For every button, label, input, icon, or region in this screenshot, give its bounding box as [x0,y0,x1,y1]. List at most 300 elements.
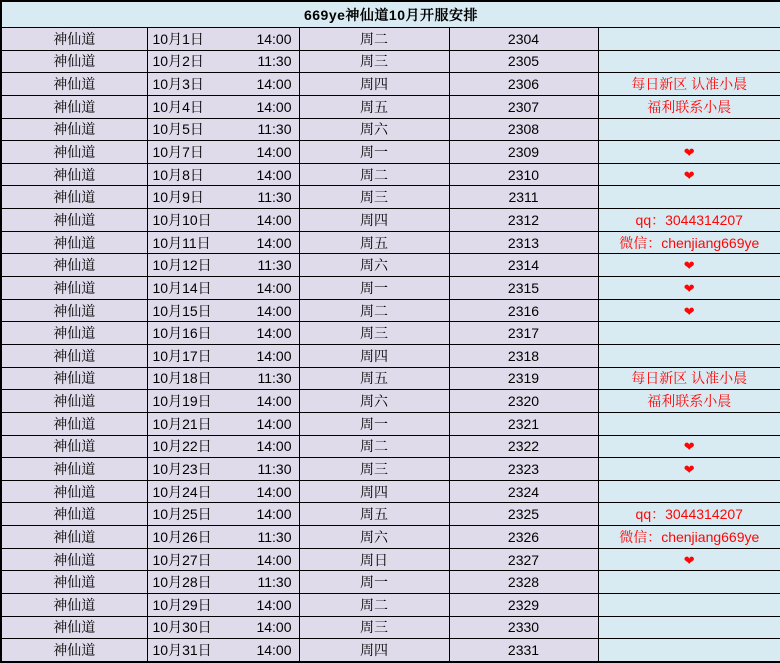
note-cell [598,73,780,96]
time-text: 11:30 [257,53,292,70]
weekday-cell [299,480,449,503]
date-text: 10月23日 [152,460,212,477]
date-time-wrap [148,459,299,479]
date-text: 10月25日 [152,506,212,523]
date-time-cell [147,344,299,367]
schedule-row [1,526,780,549]
note-cell [598,50,780,73]
weekday-cell [299,50,449,73]
time-text: 14:00 [256,506,292,523]
date-time-wrap [148,29,299,49]
game-name: 神仙道 [53,166,96,183]
time-text: 14:00 [256,415,292,432]
date-time-wrap [148,414,299,434]
date-time-cell [147,209,299,232]
time-text: 14:00 [256,596,292,613]
date-time-cell [147,526,299,549]
date-time-cell [147,458,299,481]
server-number-cell [449,277,598,300]
note-cell [598,163,780,186]
weekday-cell [299,209,449,232]
schedule-row [1,548,780,571]
schedule-row [1,95,780,118]
date-text: 10月28日 [152,574,212,591]
date-text: 10月22日 [152,438,212,455]
date-time-wrap [148,74,299,94]
server-number: 2327 [507,551,540,568]
weekday-cell [299,254,449,277]
note-cell [598,277,780,300]
game-name-cell [1,458,147,481]
server-number: 2306 [507,76,540,93]
heart-icon: ❤ [683,145,695,161]
date-text: 10月21日 [152,415,212,432]
weekday-cell [299,231,449,254]
heart-icon: ❤ [683,461,695,477]
date-text: 10月15日 [152,302,212,319]
server-number: 2321 [507,415,540,432]
game-name: 神仙道 [53,30,96,47]
date-text: 10月16日 [152,325,212,342]
date-time-cell [147,163,299,186]
time-text: 14:00 [256,325,292,342]
date-time-wrap [148,617,299,637]
date-time-wrap [148,436,299,456]
server-number-cell [449,526,598,549]
note-cell [598,548,780,571]
weekday-cell [299,186,449,209]
note-cell [598,639,780,662]
schedule-row [1,50,780,73]
date-text: 10月26日 [152,528,212,545]
date-time-wrap [148,346,299,366]
note-cell [598,412,780,435]
date-time-wrap [148,572,299,592]
weekday-text: 周三 [360,460,388,477]
date-time-wrap [148,640,299,660]
game-name: 神仙道 [53,257,96,274]
weekday-text: 周四 [360,347,388,364]
game-name-cell [1,209,147,232]
server-number: 2329 [507,596,540,613]
game-name: 神仙道 [53,144,96,161]
time-text: 14:00 [256,144,292,161]
date-text: 10月24日 [152,483,212,500]
date-time-wrap [148,165,299,185]
server-number: 2322 [507,438,540,455]
date-time-cell [147,73,299,96]
server-number: 2328 [507,574,540,591]
date-text: 10月11日 [152,234,211,251]
note-text: 微信：chenjiang669ye [619,528,760,545]
game-name: 神仙道 [53,53,96,70]
game-name-cell [1,503,147,526]
schedule-row [1,141,780,164]
server-number-cell [449,367,598,390]
note-cell [598,571,780,594]
time-text: 11:30 [257,574,292,591]
schedule-row [1,231,780,254]
time-text: 14:00 [256,302,292,319]
weekday-text: 周四 [360,211,388,228]
game-name-cell [1,277,147,300]
server-number-cell [449,616,598,639]
time-text: 11:30 [257,121,292,138]
note-text: 福利联系小晨 [647,393,732,410]
game-name: 神仙道 [53,302,96,319]
note-cell [598,594,780,617]
game-name-cell [1,412,147,435]
game-name: 神仙道 [53,551,96,568]
game-name: 神仙道 [53,76,96,93]
page-title: 669ye神仙道10月开服安排 [1,1,780,28]
note-cell [598,526,780,549]
weekday-text: 周四 [360,76,388,93]
note-text: qq：3044314207 [635,211,743,228]
game-name: 神仙道 [53,528,96,545]
weekday-text: 周五 [360,234,388,251]
server-number: 2310 [507,166,540,183]
date-text: 10月2日 [152,53,204,70]
time-text: 14:00 [256,619,292,636]
note-cell [598,141,780,164]
date-time-cell [147,231,299,254]
server-number: 2330 [507,619,540,636]
weekday-text: 周二 [360,302,388,319]
weekday-cell [299,594,449,617]
date-text: 10月8日 [152,166,204,183]
weekday-text: 周二 [360,438,388,455]
game-name: 神仙道 [53,483,96,500]
server-number-cell [449,186,598,209]
game-name-cell [1,571,147,594]
game-name: 神仙道 [53,121,96,138]
weekday-text: 周五 [360,98,388,115]
date-time-cell [147,412,299,435]
note-cell [598,480,780,503]
note-cell [598,435,780,458]
server-number-cell [449,95,598,118]
date-time-cell [147,548,299,571]
weekday-text: 周三 [360,189,388,206]
game-name-cell [1,95,147,118]
note-text: 每日新区 认准小晨 [631,76,748,93]
game-name: 神仙道 [53,596,96,613]
date-text: 10月17日 [152,347,212,364]
weekday-cell [299,95,449,118]
time-text: 11:30 [257,460,292,477]
game-name-cell [1,322,147,345]
game-name: 神仙道 [53,642,96,659]
server-number-cell [449,480,598,503]
game-name: 神仙道 [53,393,96,410]
date-time-wrap [148,210,299,230]
game-name: 神仙道 [53,211,96,228]
date-time-cell [147,277,299,300]
date-text: 10月18日 [152,370,212,387]
heart-icon: ❤ [683,439,695,455]
schedule-row [1,639,780,662]
date-time-cell [147,367,299,390]
weekday-text: 周六 [360,393,388,410]
server-number-cell [449,209,598,232]
server-number-cell [449,163,598,186]
schedule-row [1,480,780,503]
server-number: 2325 [507,506,540,523]
note-cell [598,390,780,413]
weekday-cell [299,639,449,662]
date-time-cell [147,95,299,118]
weekday-cell [299,163,449,186]
time-text: 14:00 [256,30,292,47]
weekday-cell [299,526,449,549]
game-name-cell [1,480,147,503]
game-name: 神仙道 [53,438,96,455]
time-text: 14:00 [256,438,292,455]
weekday-text: 周一 [360,144,388,161]
time-text: 11:30 [257,528,292,545]
date-time-wrap [148,550,299,570]
date-time-wrap [148,504,299,524]
note-cell [598,322,780,345]
date-time-wrap [148,233,299,253]
game-name-cell [1,50,147,73]
note-cell [598,299,780,322]
note-cell [598,254,780,277]
time-text: 14:00 [256,211,292,228]
date-time-wrap [148,301,299,321]
server-number-cell [449,141,598,164]
game-name-cell [1,344,147,367]
game-name-cell [1,186,147,209]
weekday-cell [299,299,449,322]
schedule-row [1,186,780,209]
note-cell [598,186,780,209]
server-number: 2318 [507,347,540,364]
time-text: 14:00 [256,76,292,93]
server-number-cell [449,50,598,73]
schedule-body [1,1,780,662]
time-text: 14:00 [256,483,292,500]
note-text: 福利联系小晨 [647,98,732,115]
server-number: 2326 [507,528,540,545]
date-time-wrap [148,97,299,117]
server-number-cell [449,639,598,662]
server-number: 2307 [507,98,540,115]
weekday-cell [299,435,449,458]
date-time-cell [147,503,299,526]
server-number: 2309 [507,144,540,161]
weekday-cell [299,344,449,367]
game-name-cell [1,299,147,322]
note-cell [598,616,780,639]
date-time-cell [147,639,299,662]
note-cell [598,503,780,526]
weekday-cell [299,28,449,51]
game-name-cell [1,73,147,96]
server-number-cell [449,571,598,594]
server-number: 2323 [507,460,540,477]
game-name-cell [1,231,147,254]
date-text: 10月5日 [152,121,204,138]
game-name: 神仙道 [53,189,96,206]
time-text: 14:00 [256,551,292,568]
weekday-text: 周六 [360,528,388,545]
date-time-cell [147,390,299,413]
schedule-row [1,616,780,639]
date-text: 10月3日 [152,76,204,93]
server-number: 2308 [507,121,540,138]
server-number-cell [449,118,598,141]
date-text: 10月9日 [152,189,204,206]
date-text: 10月14日 [152,279,212,296]
game-name-cell [1,548,147,571]
game-name-cell [1,163,147,186]
schedule-row [1,277,780,300]
game-name-cell [1,616,147,639]
server-number-cell [449,594,598,617]
game-name: 神仙道 [53,234,96,251]
time-text: 11:30 [257,370,292,387]
game-name-cell [1,367,147,390]
date-time-wrap [148,391,299,411]
schedule-row [1,367,780,390]
weekday-cell [299,503,449,526]
date-time-cell [147,118,299,141]
schedule-row [1,299,780,322]
server-number: 2324 [507,483,540,500]
weekday-text: 周三 [360,53,388,70]
schedule-row [1,594,780,617]
time-text: 14:00 [256,642,292,659]
server-number: 2313 [507,234,540,251]
weekday-text: 周日 [360,551,388,568]
weekday-text: 周五 [360,370,388,387]
weekday-text: 周五 [360,506,388,523]
game-name-cell [1,526,147,549]
date-time-cell [147,28,299,51]
heart-icon: ❤ [683,280,695,296]
date-time-cell [147,186,299,209]
date-time-cell [147,571,299,594]
weekday-text: 周二 [360,30,388,47]
date-text: 10月1日 [152,30,204,47]
time-text: 14:00 [256,234,292,251]
game-name: 神仙道 [53,506,96,523]
weekday-text: 周二 [360,166,388,183]
date-time-cell [147,616,299,639]
server-number: 2304 [507,30,540,47]
game-name: 神仙道 [53,347,96,364]
note-cell [598,95,780,118]
date-text: 10月19日 [152,393,212,410]
server-number: 2314 [507,257,540,274]
note-text: qq：3044314207 [635,506,743,523]
date-time-cell [147,141,299,164]
date-time-cell [147,322,299,345]
game-name: 神仙道 [53,370,96,387]
date-text: 10月30日 [152,619,212,636]
note-cell [598,209,780,232]
server-number-cell [449,344,598,367]
game-name: 神仙道 [53,619,96,636]
weekday-cell [299,118,449,141]
heart-icon: ❤ [683,167,695,183]
weekday-text: 周一 [360,279,388,296]
game-name: 神仙道 [53,415,96,432]
server-number-cell [449,299,598,322]
time-text: 14:00 [256,347,292,364]
game-name: 神仙道 [53,279,96,296]
game-name-cell [1,594,147,617]
date-time-wrap [148,119,299,139]
weekday-cell [299,277,449,300]
time-text: 14:00 [256,98,292,115]
weekday-text: 周六 [360,121,388,138]
server-number-cell [449,412,598,435]
weekday-cell [299,412,449,435]
note-cell [598,118,780,141]
weekday-cell [299,458,449,481]
game-name: 神仙道 [53,574,96,591]
heart-icon: ❤ [683,552,695,568]
time-text: 14:00 [256,393,292,410]
title-row [1,1,780,28]
time-text: 14:00 [256,166,292,183]
schedule-row [1,435,780,458]
weekday-text: 周三 [360,619,388,636]
weekday-cell [299,141,449,164]
weekday-cell [299,367,449,390]
server-number: 2317 [507,325,540,342]
date-text: 10月12日 [152,257,212,274]
date-text: 10月10日 [152,211,212,228]
server-number-cell [449,231,598,254]
weekday-text: 周六 [360,257,388,274]
time-text: 11:30 [257,189,292,206]
date-time-cell [147,480,299,503]
schedule-row [1,163,780,186]
date-text: 10月31日 [152,642,212,659]
game-name-cell [1,390,147,413]
date-time-wrap [148,323,299,343]
server-number-cell [449,503,598,526]
server-number: 2315 [507,279,540,296]
weekday-cell [299,390,449,413]
server-number-cell [449,28,598,51]
date-time-cell [147,435,299,458]
game-name-cell [1,118,147,141]
date-time-wrap [148,595,299,615]
note-text: 微信：chenjiang669ye [619,234,760,251]
game-name-cell [1,141,147,164]
time-text: 11:30 [257,257,292,274]
game-name-cell [1,639,147,662]
date-time-wrap [148,482,299,502]
game-name: 神仙道 [53,325,96,342]
schedule-row [1,209,780,232]
note-cell [598,28,780,51]
game-name-cell [1,28,147,51]
weekday-text: 周一 [360,415,388,432]
weekday-cell [299,616,449,639]
schedule-row [1,118,780,141]
server-number: 2320 [507,393,540,410]
server-number: 2305 [507,53,540,70]
weekday-text: 周三 [360,325,388,342]
schedule-row [1,73,780,96]
weekday-text: 周四 [360,642,388,659]
